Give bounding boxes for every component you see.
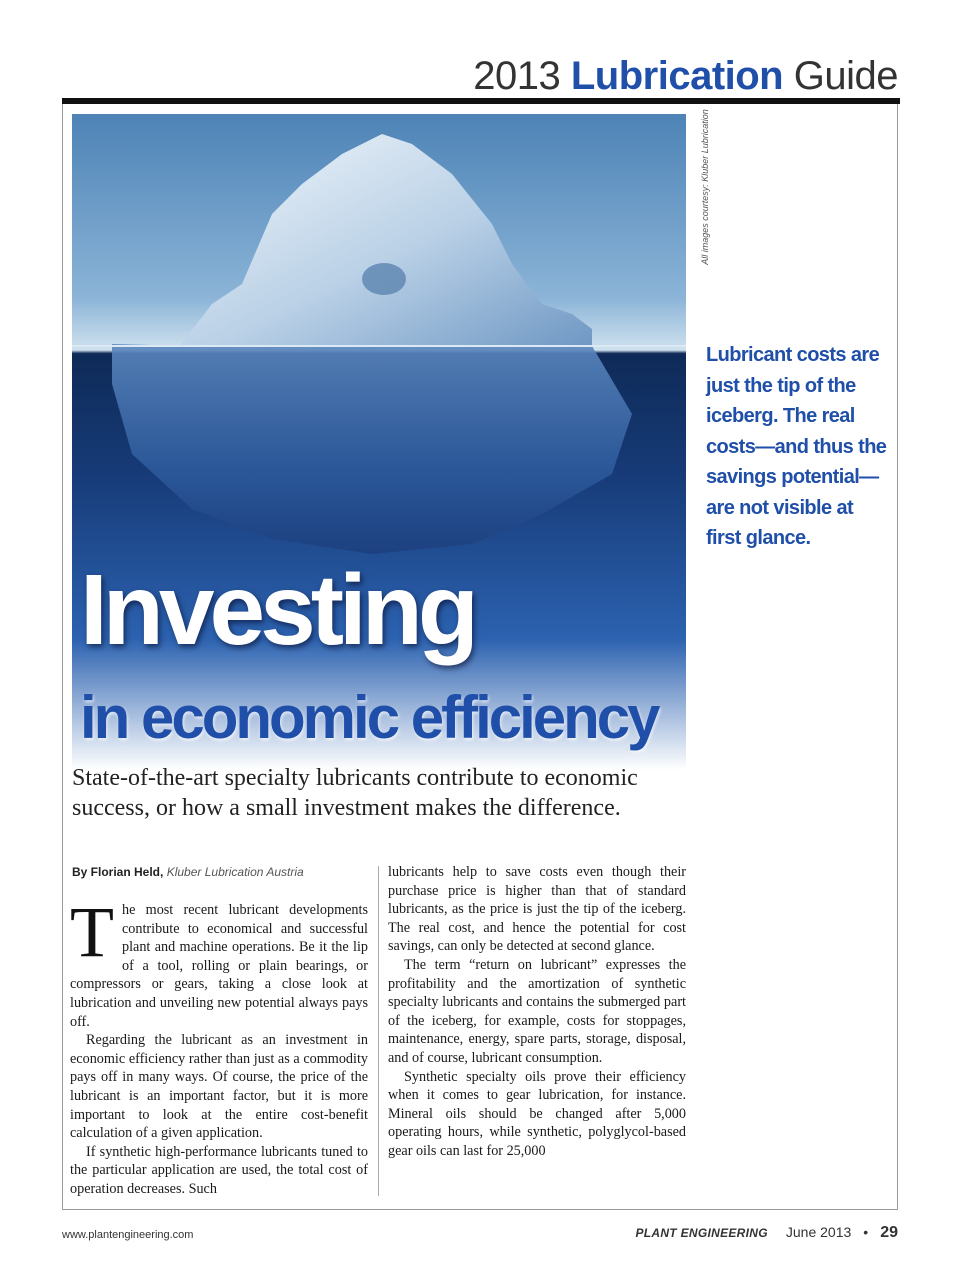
footer-magazine: PLANT ENGINEERING [635,1226,768,1240]
body-paragraph: lubricants help to save costs even though their purchase price is higher than that of standard lubricants, as the price is just the tip of the iceberg. The real cost, and hence the potential for cost savings, can only be detected at second glance. [388,864,686,955]
article-deck: State-of-the-art specialty lubricants contribute to economic success, or how a small investment makes the difference. [72,765,638,821]
body-paragraph: Synthetic specialty oils prove their efficiency when it comes to gear lubrication, for instance. Mineral oils should be changed after 5,000 operating hours, while synthetic, polyglycol-based gear oils can last for 25,000 [388,1068,686,1159]
body-paragraph: The most recent lubricant developments contribute to economical and successful plant and machine operations. Be it the lip of a tool, rolling or plain bearings, or compressors or gears, taking a close look at lubrication and unveiling new potential always pays off. [70,892,368,1030]
body-paragraph: If synthetic high-performance lubricants tuned to the particular application are used, the total cost of operation decreases. Such [70,1143,368,1197]
iceberg-hole [362,263,406,295]
body-paragraph: The term “return on lubricant” expresses the profitability and the amortization of synthetic specialty lubricants and contains the submerged part of the iceberg, for example, costs for stoppages, maintenance, energy, spare parts, storage, disposal, and of course, lubricant consumption. [388,956,686,1066]
page-number: 29 [880,1224,898,1241]
iceberg-tip [180,134,592,346]
iceberg-submerged [112,344,632,554]
guide-header [473,56,898,96]
byline-author: By Florian Held, [72,865,164,879]
footer-date: June 2013 [785,1224,852,1240]
body-column-1 [70,892,368,1199]
header-year: 2013 [473,54,561,98]
byline-affiliation: Kluber Lubrication Austria [166,865,304,879]
body-paragraph: Regarding the lubricant as an investment in economic efficiency rather than just as a commodity pays off in many ways. Of course, the price of the lubricant is an important factor, but it is more important to look at the entire cost-benefit calculation of a given application. [70,1032,368,1142]
iceberg-illustration [72,114,686,770]
article-title-main: Investing [80,554,474,666]
footer-website: www.plantengineering.com [62,1229,194,1241]
footer-folio [635,1224,898,1242]
pull-quote: Lubricant costs are just the tip of the iceberg. The real costs—and thus the savings potential—are not visible at first glance. [706,344,887,549]
footer-bullet: • [863,1224,869,1240]
drop-cap: T [70,892,114,972]
column-divider [378,866,379,1196]
article-title-sub: in economic efficiency [80,684,658,751]
header-guide-bold: Lubrication [570,54,784,98]
image-credit: All images courtesy: Kluber Lubrication [700,109,710,265]
header-guide-end: Guide [793,54,898,98]
iceberg-image [72,114,686,770]
body-column-2 [388,863,686,1161]
byline [72,865,372,879]
